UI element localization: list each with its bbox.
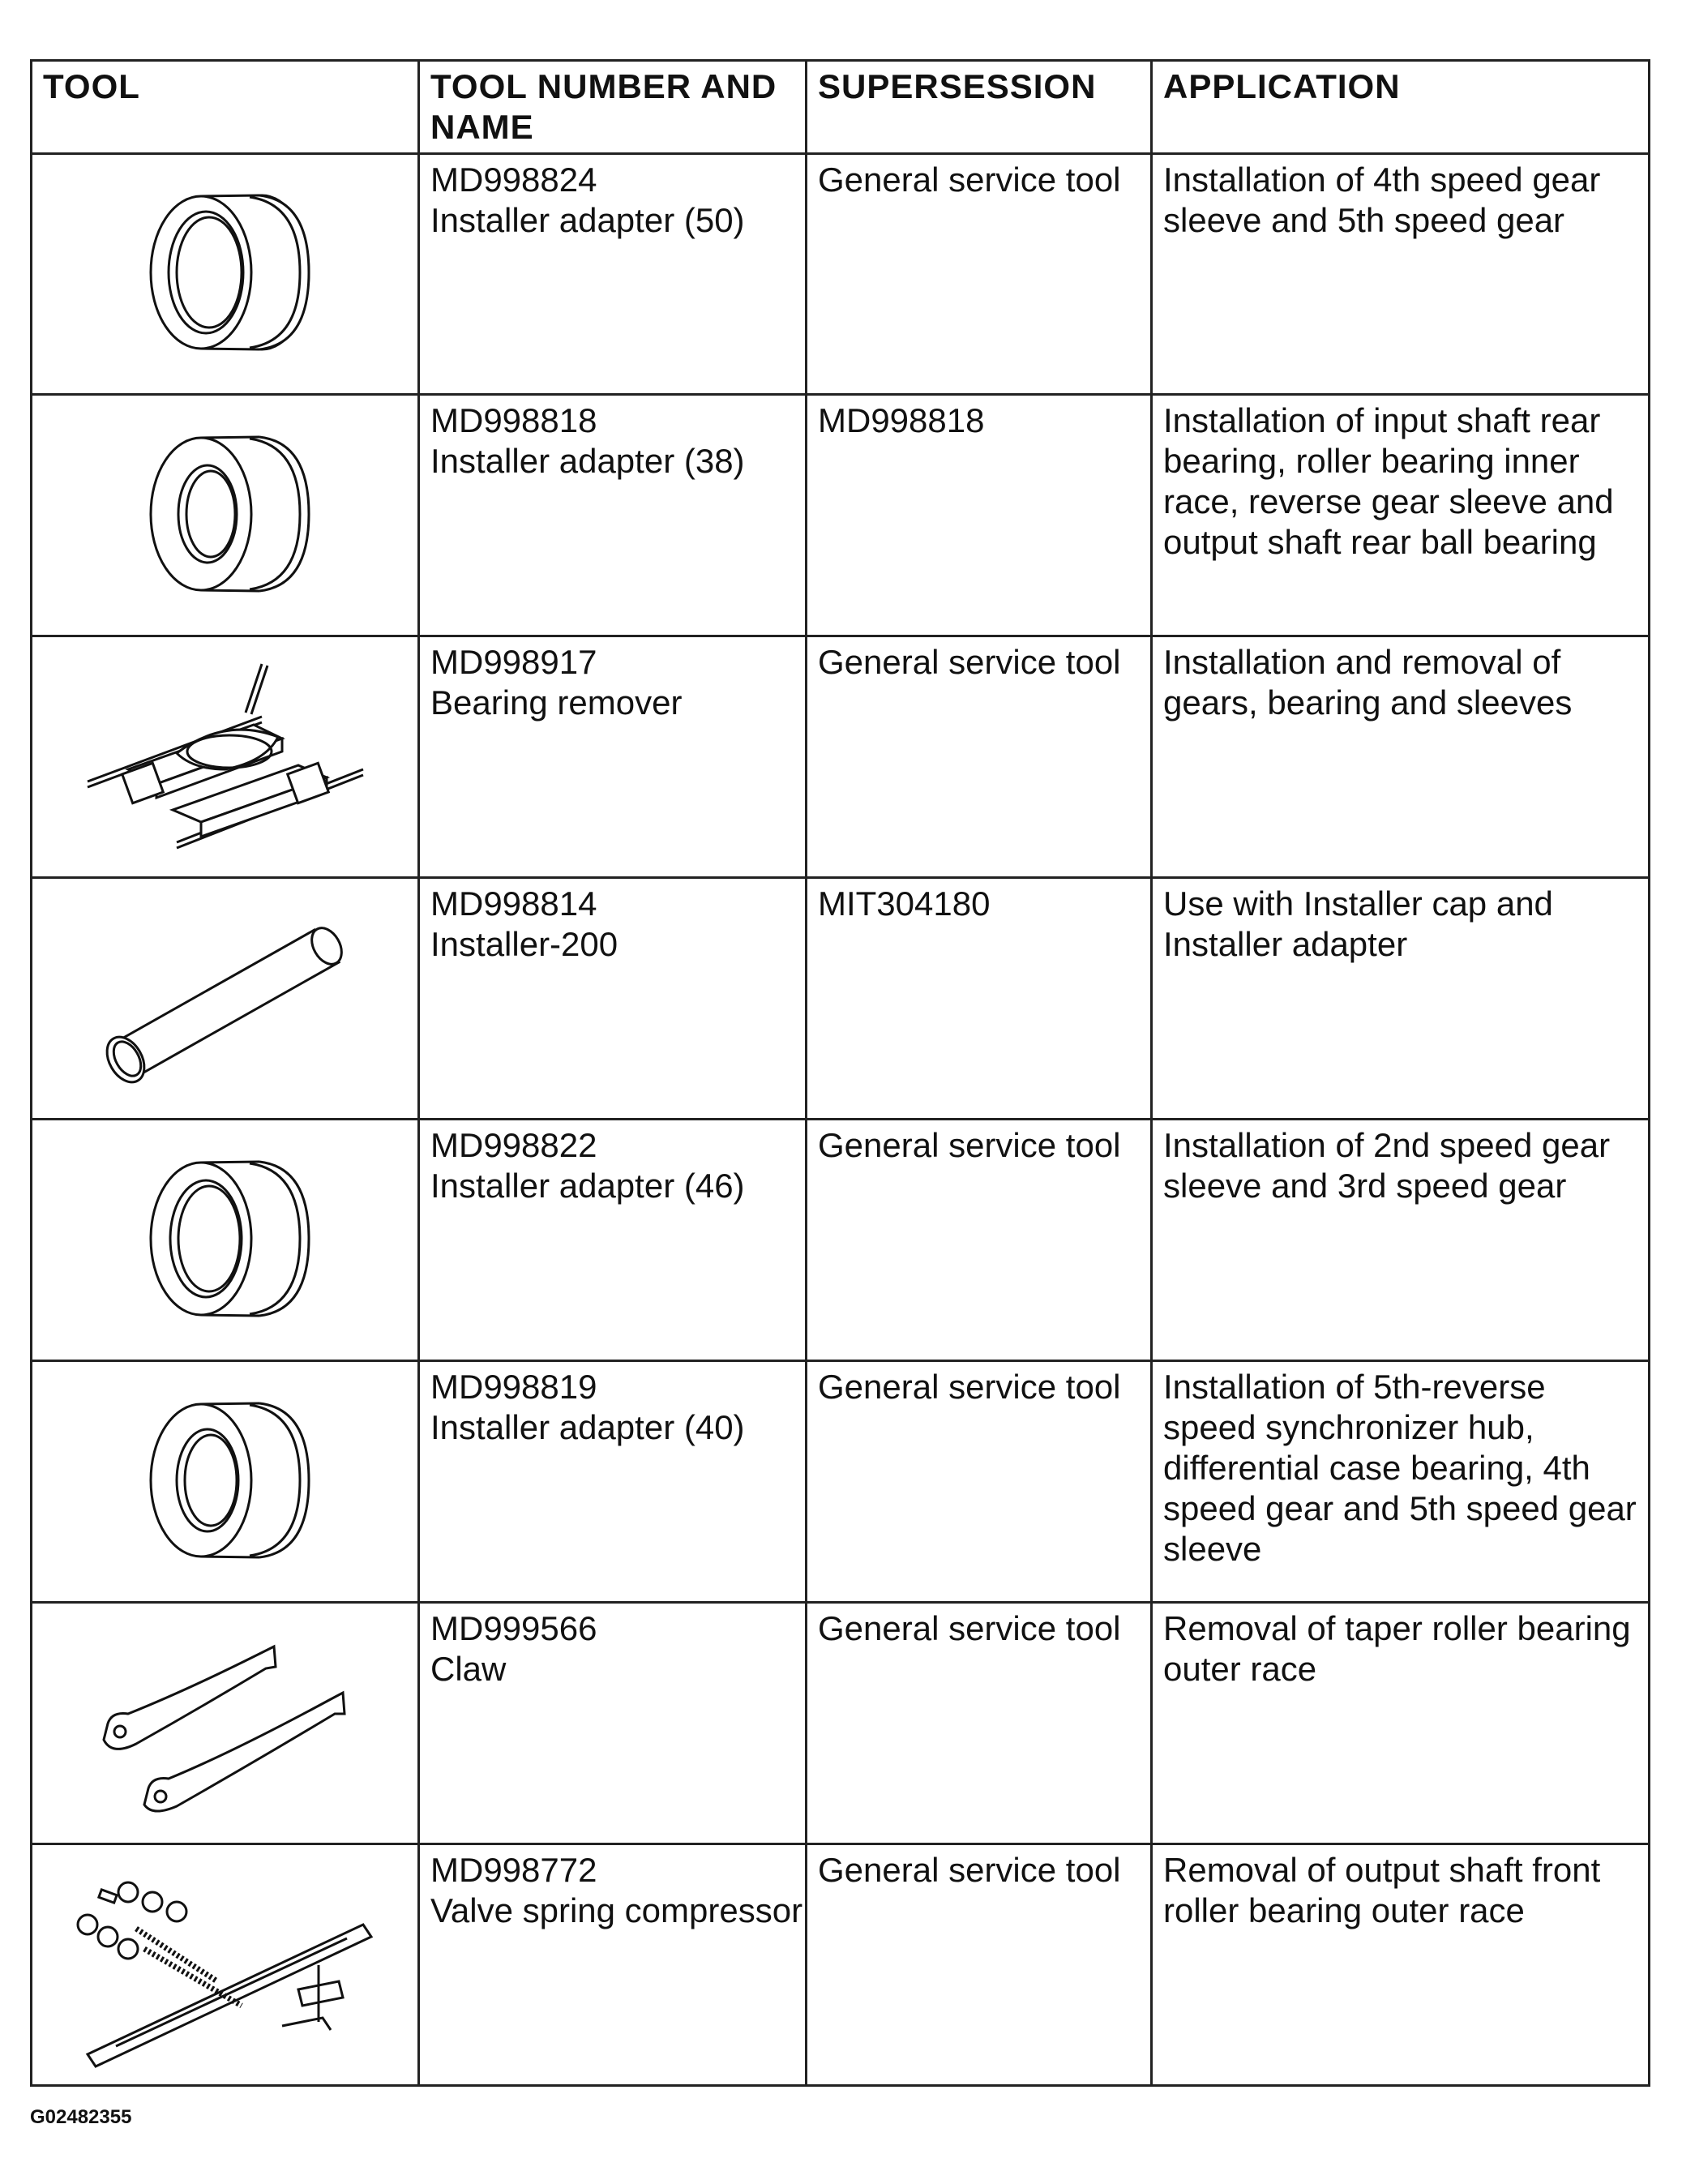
tool-number: MD998824	[430, 161, 597, 199]
tool-name: Installer adapter (50)	[430, 201, 745, 239]
tool-image-cell	[32, 1844, 419, 2086]
supersession-cell: General service tool	[807, 154, 1152, 395]
tool-image-cell	[32, 1361, 419, 1603]
application-cell: Removal of output shaft front roller bearing outer race	[1152, 1844, 1650, 2086]
application-cell: Installation of input shaft rear bearing, roller bearing inner race, reverse gear sleeve and output shaft rear ball bearing	[1152, 395, 1650, 636]
tool-number-name-cell	[419, 1603, 807, 1844]
table-row	[32, 1844, 1650, 2086]
table-row	[32, 1603, 1650, 1844]
tool-number-name-cell	[419, 1361, 807, 1603]
claw-icon	[63, 1618, 387, 1829]
header-supersession: SUPERSESSION	[807, 61, 1152, 154]
table-row	[32, 1120, 1650, 1361]
header-application: APPLICATION	[1152, 61, 1650, 154]
header-row	[32, 61, 1650, 154]
tool-image-cell	[32, 1603, 419, 1844]
tool-image-cell	[32, 1120, 419, 1361]
application-cell: Installation and removal of gears, bearing and sleeves	[1152, 636, 1650, 878]
supersession-cell: General service tool	[807, 1844, 1152, 2086]
tool-number: MD998917	[430, 643, 597, 681]
table-row	[32, 878, 1650, 1120]
application-cell: Removal of taper roller bearing outer race	[1152, 1603, 1650, 1844]
tool-image-cell	[32, 395, 419, 636]
tool-name: Claw	[430, 1650, 507, 1688]
special-tools-table	[30, 59, 1650, 2087]
header-tool-number-and-name: TOOL NUMBER AND NAME	[419, 61, 807, 154]
tool-image-cell	[32, 878, 419, 1120]
supersession-cell: General service tool	[807, 636, 1152, 878]
supersession-cell: MD998818	[807, 395, 1152, 636]
tool-name: Installer-200	[430, 925, 618, 963]
supersession-cell: General service tool	[807, 1120, 1152, 1361]
tool-number: MD999566	[430, 1609, 597, 1647]
table-row	[32, 154, 1650, 395]
tool-number-name-cell	[419, 878, 807, 1120]
table-row	[32, 395, 1650, 636]
tool-name: Installer adapter (38)	[430, 442, 745, 480]
tool-number-name-cell	[419, 636, 807, 878]
application-cell: Installation of 4th speed gear sleeve and 5th speed gear	[1152, 154, 1650, 395]
tool-number-name-cell	[419, 1844, 807, 2086]
tool-number: MD998818	[430, 401, 597, 439]
tool-number-name-cell	[419, 1120, 807, 1361]
tool-number: MD998814	[430, 884, 597, 923]
installer-adapter-ring-icon	[120, 177, 331, 371]
tool-image-cell	[32, 636, 419, 878]
tool-number: MD998819	[430, 1368, 597, 1406]
table-row	[32, 636, 1650, 878]
tool-name: Valve spring compressor	[430, 1891, 803, 1929]
valve-spring-compressor-icon	[55, 1860, 396, 2071]
installer-adapter-ring-icon	[120, 1143, 331, 1338]
installer-adapter-ring-icon	[120, 1385, 331, 1579]
tool-number: MD998822	[430, 1126, 597, 1164]
application-cell: Installation of 5th-reverse speed synchronizer hub, differential case bearing, 4th speed gear and 5th speed gear sleeve	[1152, 1361, 1650, 1603]
installer-tube-icon	[79, 893, 371, 1104]
tool-name: Bearing remover	[430, 683, 683, 722]
header-tool: TOOL	[32, 61, 419, 154]
tool-number-name-cell	[419, 154, 807, 395]
application-cell: Use with Installer cap and Installer adapter	[1152, 878, 1650, 1120]
supersession-cell: General service tool	[807, 1361, 1152, 1603]
tool-image-cell	[32, 154, 419, 395]
tool-name: Installer adapter (46)	[430, 1167, 745, 1205]
tool-number: MD998772	[430, 1851, 597, 1889]
table-row	[32, 1361, 1650, 1603]
tool-number-name-cell	[419, 395, 807, 636]
installer-adapter-ring-icon	[120, 418, 331, 613]
bearing-remover-icon	[63, 648, 387, 867]
application-cell: Installation of 2nd speed gear sleeve and 3rd speed gear	[1152, 1120, 1650, 1361]
tool-name: Installer adapter (40)	[430, 1408, 745, 1446]
supersession-cell: General service tool	[807, 1603, 1152, 1844]
figure-code: G02482355	[30, 2106, 132, 2128]
supersession-cell: MIT304180	[807, 878, 1152, 1120]
